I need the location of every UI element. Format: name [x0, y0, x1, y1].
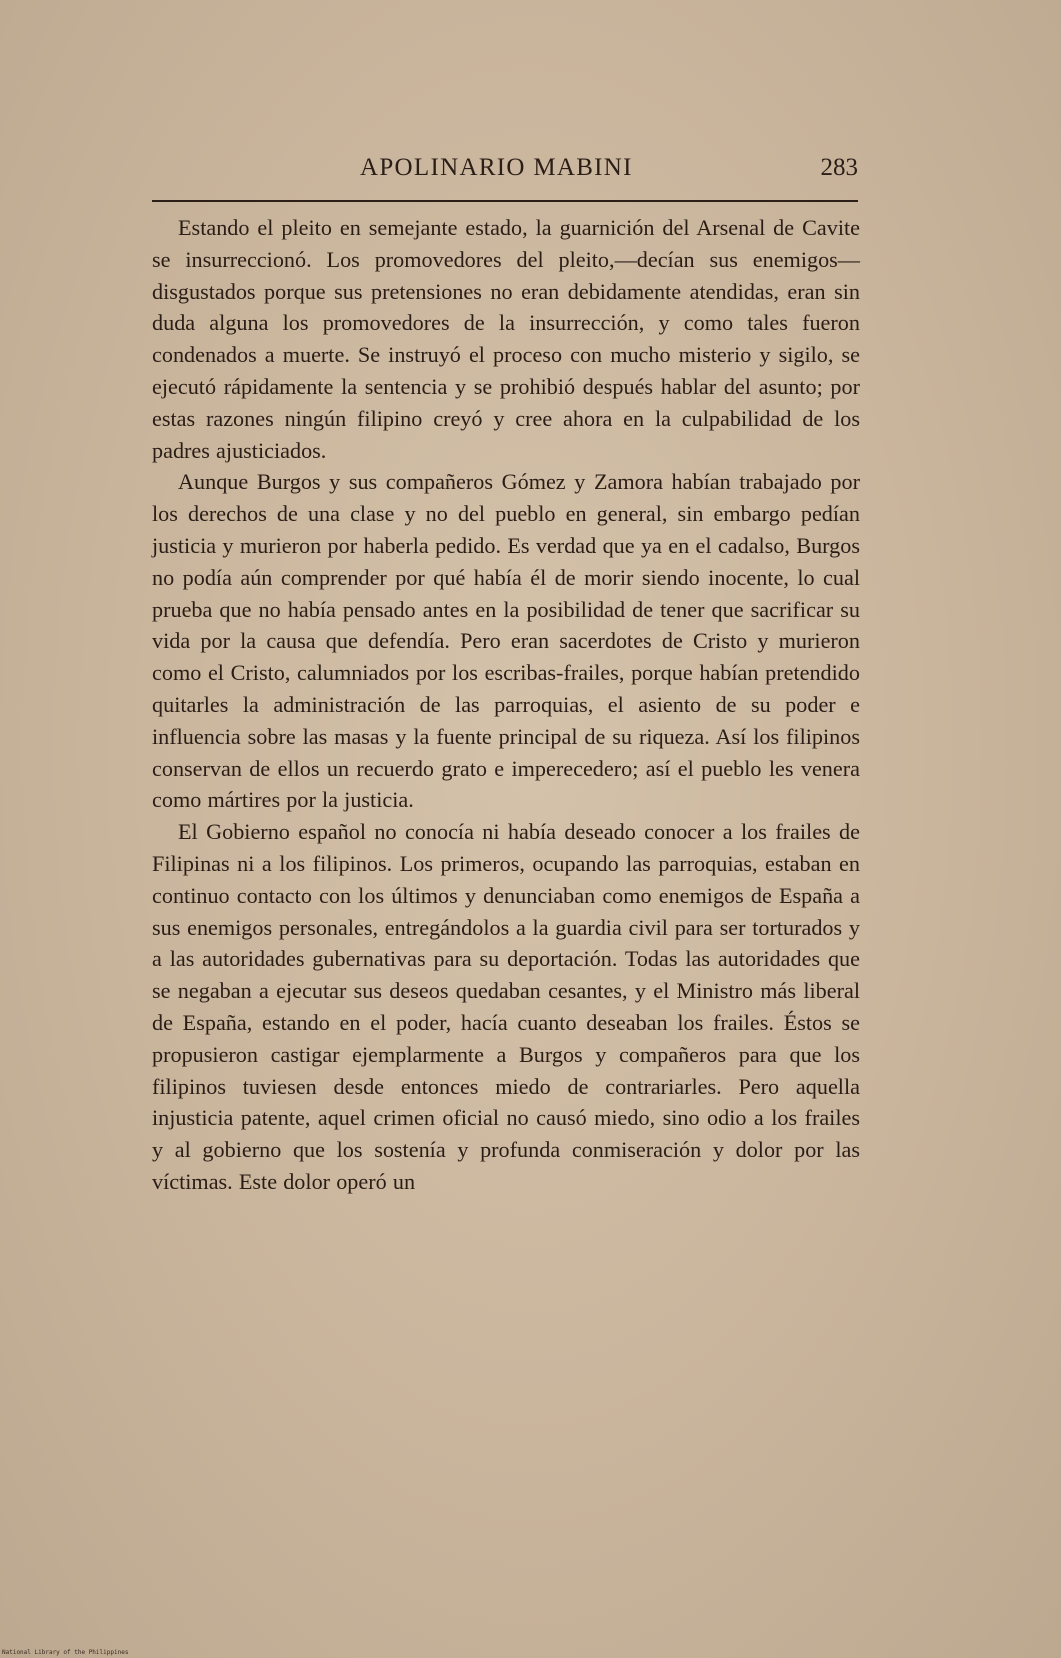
footer-credit: National Library of the Philippines: [2, 1649, 129, 1656]
paragraph: Aunque Burgos y sus compañeros Gómez y Zamora habían trabajado por los derechos de una clase y no del pueblo en general, sin embargo pedían justicia y murieron por haberla pedido. Es verdad que ya en el cadalso, Burgos no podía aún comprender por qué había él de morir siendo inocente, lo cual prueba que no había pensado antes en la posibilidad de tener que sacrificar su vida por la causa que defendía. Pero eran sacerdotes de Cristo y murieron como el Cristo, calumniados por los escribas-frailes, porque habían pretendido quitarles la administración de las parroquias, el asiento de su poder e influencia sobre las masas y la fuente principal de su riqueza. Así los filipinos conservan de ellos un recuerdo grato e imperecedero; así el pueblo les venera como mártires por la justicia.: [152, 469, 860, 813]
page-header: [152, 154, 858, 194]
running-head: APOLINARIO MABINI: [360, 154, 633, 181]
body-text: [152, 212, 860, 1198]
page-number: 283: [820, 154, 858, 181]
header-rule: [152, 200, 858, 202]
paragraph: Estando el pleito en semejante estado, la guarnición del Arsenal de Cavite se insurreccionó. Los promovedores del pleito,—decían sus enemigos—disgustados porque sus pretensiones no eran debidamente atendidas, eran sin duda alguna los promovedores de la insurrección, y como tales fueron condenados a muerte. Se instruyó el proceso con mucho misterio y sigilo, se ejecutó rápidamente la sentencia y se prohibió después hablar del asunto; por estas razones ningún filipino creyó y cree ahora en la culpabilidad de los padres ajusticiados.: [152, 215, 860, 463]
paragraph: El Gobierno español no conocía ni había deseado conocer a los frailes de Filipinas ni a los filipinos. Los primeros, ocupando las parroquias, estaban en continuo contacto con los últimos y denunciaban como enemigos de España a sus enemigos personales, entregándolos a la guardia civil para ser torturados y a las autoridades gubernativas para su deportación. Todas las autoridades que se negaban a ejecutar sus deseos quedaban cesantes, y el Ministro más liberal de España, estando en el poder, hacía cuanto deseaban los frailes. Éstos se propusieron castigar ejemplarmente a Burgos y compañeros para que los filipinos tuviesen desde entonces miedo de contrariarles. Pero aquella injusticia patente, aquel crimen oficial no causó miedo, sino odio a los frailes y al gobierno que los sostenía y profunda conmiseración y dolor por las víctimas. Este dolor operó un: [152, 819, 860, 1194]
